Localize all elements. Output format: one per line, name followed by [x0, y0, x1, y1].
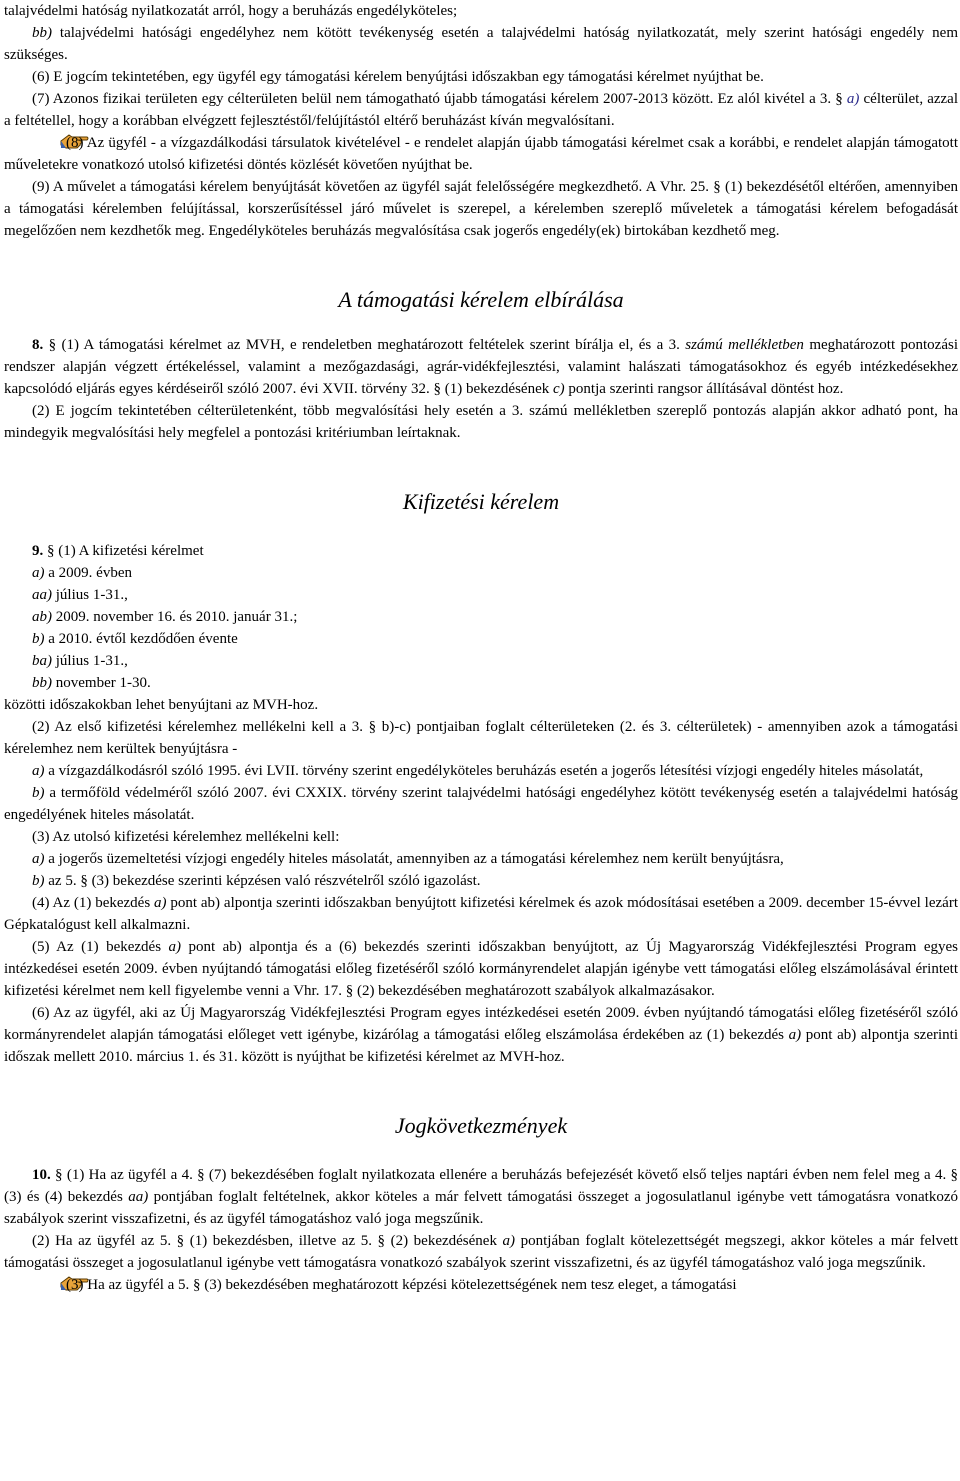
paragraph-9: (9) A művelet a támogatási kérelem benyújtását követően az ügyfél saját felelősségére megkezdhető. A Vhr. 25. § (1) bekezdésétől eltérően, amennyiben a támogatási kérelemben felújítással, korszerűsítéssel járó művelet is szerepel, a kérelemben szereplő műveletek a támogatási kérelem befogadását megelőzően nem kezdhetők meg. Engedélyköteles beruházás megvalósítása csak jogerős engedély(ek) birtokában kezdhető meg.	[4, 179, 958, 239]
p8-text: (8) Az ügyfél - a vízgazdálkodási társulatok kivételével - e rendelet alapján újabb támogatási kérelmet csak a korábbi, e rendelet alapján támogatott műveletekre vonatkozó utolsó kifizetési döntés közlését követően nyújthat be.	[4, 135, 958, 173]
item-mark: b)	[32, 631, 45, 647]
section-number: 10.	[32, 1167, 51, 1183]
payment-period-list	[4, 562, 958, 694]
item-text: az 5. § (3) bekezdése szerinti képzésen való részvételről szóló igazolást.	[44, 873, 481, 889]
section9-p5	[4, 936, 958, 1002]
p5-b: pont ab) alpontja és a (6) bekezdés szerinti időszakban benyújtott, az Új Magyarország Vidékfejlesztési Program egyes intézkedései esetén 2009. évben nyújtandó támogatási előleg fizetéséről szóló kormányrendelet alapján igénybe vett támogatási előleg elszámolásával érintett kifizetési kérelmet nem kell figyelembe venni a Vhr. 17. § (2) bekezdésében meghatározott szabályok alkalmazásakor.	[4, 939, 958, 999]
section9-p2-b	[4, 782, 958, 826]
item-mark: b)	[32, 873, 45, 889]
s8-p1-a: § (1) A támogatási kérelmet az MVH, e rendeletben meghatározott feltételek szerint bírálja el, és a 3.	[43, 337, 680, 353]
section8-p1	[4, 334, 958, 400]
item-text: november 1-30.	[52, 675, 151, 691]
intro-bb-text: talajvédelmi hatósági engedélyhez nem kötött tevékenység esetén a talajvédelmi hatóság nyilatkozatát, mely szerint hatósági engedély nem szükséges.	[4, 25, 958, 63]
item-mark: a)	[161, 939, 182, 955]
p7-mark: a)	[842, 91, 860, 107]
section9-p2-a	[4, 760, 958, 782]
section-symbol: §	[831, 91, 843, 107]
paragraph-7	[4, 88, 958, 132]
list-item	[32, 650, 958, 672]
item-text: a termőföld védelméről szóló 2007. évi CXXIX. törvény szerint talajvédelmi hatósági engedélyhez kötött tevékenység esetén a talajvédelmi hatóság engedélyének hiteles másolatát.	[4, 785, 958, 823]
list-item	[32, 672, 958, 694]
item-mark: a)	[496, 1233, 516, 1249]
item-text: 2009. november 16. és 2010. január 31.;	[52, 609, 298, 625]
intro-line: talajvédelmi hatóság nyilatkozatát arról, hogy a beruházás engedélyköteles;	[4, 3, 458, 19]
s10-p2-a: (2) Ha az ügyfél az 5. § (1) bekezdésben, illetve az 5. § (2) bekezdésének	[32, 1233, 497, 1249]
item-mark: bb)	[32, 675, 52, 691]
section9-p3-b	[4, 870, 958, 892]
p6-b: pont ab) alpontja szerinti időszak mellett 2010. március 1. és 31. között is nyújthat be kifizetési kérelmet az MVH-hoz.	[4, 1027, 958, 1065]
section-heading-kifizetesi: Kifizetési kérelem	[402, 489, 560, 514]
list-item	[32, 606, 958, 628]
p7-text: (7) Azonos fizikai területen egy célterületen belül nem támogatható újabb támogatási kérelem 2007-2013 között. Ez alól kivétel a 3.	[32, 91, 832, 107]
item-mark: ba)	[32, 653, 52, 669]
item-mark: b)	[32, 785, 45, 801]
list-item	[32, 562, 958, 584]
item-mark: aa)	[122, 1189, 149, 1205]
item-mark: a)	[150, 895, 167, 911]
s10-p2-b: pontjában foglalt kötelezettségét megszegi, akkor köteles a már felvett támogatási összeget a jogosulatlanul igénybe vett támogatásra vonatkozó szabályok szerint visszafizetni, és az ügyfél támogatáshoz való joga megszűnik.	[4, 1233, 958, 1271]
p4-a: (4) Az (1) bekezdés	[32, 895, 151, 911]
list-item	[32, 628, 958, 650]
s8-p1-c: c)	[549, 381, 565, 397]
section8-p2: (2) E jogcím tekintetében célterületenként, több megvalósítási hely esetén a 3. számú mellékletben szereplő pontozás alapján akkor adható pont, ha mindegyik megvalósítási hely megfelel a pontozási kritériumban leírtaknak.	[4, 403, 958, 441]
item-text: a 2010. évtől kezdődően évente	[44, 631, 238, 647]
p7-rest: célterület, azzal a feltétellel, hogy a korábban elvégzett fejlesztéstől/felújítástól eltérő beruházást kíván megvalósítani.	[4, 91, 958, 129]
item-text: a jogerős üzemeltetési vízjogi engedély hiteles másolatát, amennyiben az a támogatási kérelemhez nem került benyújtásra,	[44, 851, 784, 867]
p5-a: (5) Az (1) bekezdés	[32, 939, 162, 955]
section-heading-jogkovetkezmenyek: Jogkövetkezmények	[394, 1113, 568, 1138]
s8-p1-d: pontja szerinti rangsor állításával döntést hoz.	[564, 381, 844, 397]
intro-bb	[4, 22, 958, 66]
s10-p3-text: (3) Ha az ügyfél a 5. § (3) bekezdésében meghatározott képzési kötelezettségének nem tesz eleget, a támogatási	[66, 1277, 737, 1293]
item-mark: a)	[784, 1027, 802, 1043]
section9-p3: (3) Az utolsó kifizetési kérelemhez mellékelni kell:	[32, 829, 340, 845]
item-text: július 1-31.,	[52, 587, 128, 603]
s10-p1-a: § (1) Ha az ügyfél a 4. § (7) bekezdésében foglalt nyilatkozata ellenére a beruházás befejezését követő első teljes naptári évben nem felel meg a 4. § (3) és (4) bekezdés	[4, 1167, 958, 1205]
item-mark: a)	[32, 763, 45, 779]
paragraph-8	[4, 132, 958, 176]
section9-p1-end: közötti időszakokban lehet benyújtani az MVH-hoz.	[4, 697, 319, 713]
item-text: a 2009. évben	[44, 565, 132, 581]
item-text: július 1-31.,	[52, 653, 128, 669]
item-mark: a)	[32, 565, 45, 581]
s8-p1-ital: számú mellékletben	[679, 337, 804, 353]
section9-p1	[4, 540, 958, 562]
pointing-hand-icon	[32, 132, 62, 150]
list-item	[32, 584, 958, 606]
item-mark: ab)	[32, 609, 52, 625]
section-heading-elbiralas: A támogatási kérelem elbírálása	[338, 287, 624, 312]
section-number: 8.	[32, 337, 44, 353]
s9-p1: § (1) A kifizetési kérelmet	[43, 543, 204, 559]
item-text: a vízgazdálkodásról szóló 1995. évi LVII. törvény szerint engedélyköteles beruházás esetén a jogerős létesítési vízjogi engedély hiteles másolatát,	[44, 763, 924, 779]
section10-p1	[4, 1164, 958, 1230]
section-number: 9.	[32, 543, 44, 559]
s10-p1-b: pontjában foglalt feltételnek, akkor köteles a már felvett támogatási összeget a jogosulatlanul igénybe vett támogatásra vonatkozó szabályok szerint visszafizetni, és az ügyfél támogatáshoz való joga megszűnik.	[4, 1189, 958, 1227]
s8-p1-b: meghatározott pontozási rendszer alapján végzett értékeléssel, valamint a mezőgazdasági, agrár-vidékfejlesztési, valamint halászati támogatásokhoz és egyéb intézkedésekhez kapcsolódó eljárás egyes kérdéseiről szóló 2007. évi XVII. törvény 32. § (1) bekezdésének	[4, 337, 958, 397]
pointing-hand-icon	[32, 1274, 62, 1292]
paragraph-6: (6) E jogcím tekintetében, egy ügyfél egy támogatási kérelem benyújtási időszakban egy támogatási kérelmet nyújthat be.	[32, 69, 764, 85]
p6-a: (6) Az az ügyfél, aki az Új Magyarország Vidékfejlesztési Program egyes intézkedései esetén 2009. évben nyújtandó támogatási előleg fizetéséről szóló kormányrendelet alapján támogatási előleget vett igénybe, kizárólag a támogatási előleg elszámolása érdekében az (1) bekezdés	[4, 1005, 958, 1043]
item-mark: bb)	[32, 25, 52, 41]
section9-p2: (2) Az első kifizetési kérelemhez mellékelni kell a 3. § b)-c) pontjaiban foglalt célterületeken (2. és 3. célterületek) - amennyiben azok a támogatási kérelemhez nem kerültek benyújtásra -	[4, 719, 958, 757]
section9-p6	[4, 1002, 958, 1068]
item-mark: a)	[32, 851, 45, 867]
section9-p4	[4, 892, 958, 936]
section10-p3	[4, 1274, 958, 1296]
p4-b: pont ab) alpontja szerinti időszakban benyújtott kifizetési kérelmek és azok módosításai esetében a 2009. december 15-évvel lezárt Gépkatalógust kell alkalmazni.	[4, 895, 958, 933]
section9-p3-a	[4, 848, 958, 870]
section10-p2	[4, 1230, 958, 1274]
item-mark: aa)	[32, 587, 52, 603]
